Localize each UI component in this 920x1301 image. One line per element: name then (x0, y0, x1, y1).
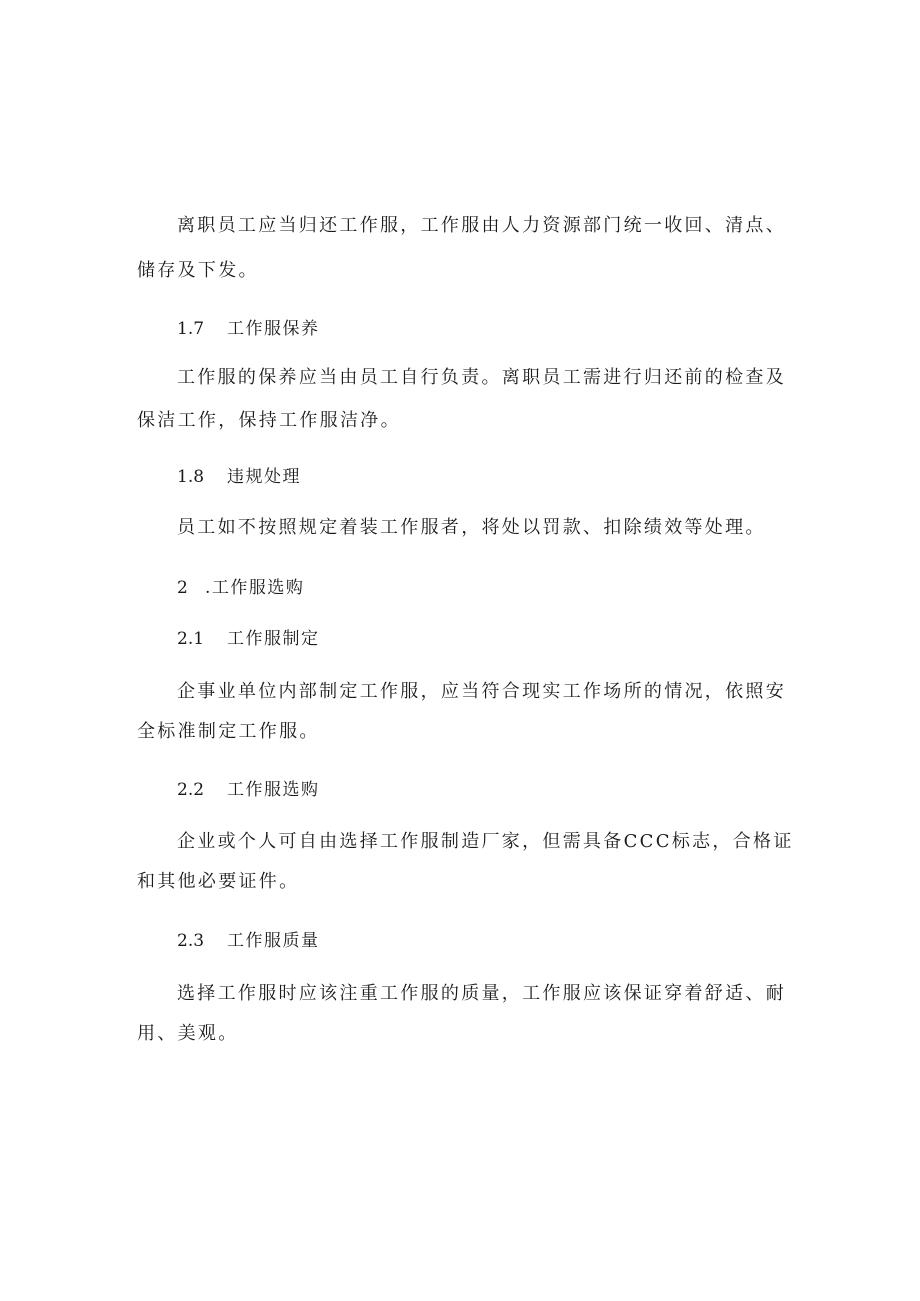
section-heading (177, 929, 320, 953)
section-heading (177, 465, 301, 489)
section-title: 工作服保养 (227, 319, 320, 339)
section-heading (177, 627, 320, 651)
section-heading (177, 778, 320, 802)
section-number: 2.3 (177, 931, 205, 951)
chapter-heading (177, 576, 304, 600)
section-title: 工作服选购 (227, 780, 320, 800)
chapter-title: .工作服选购 (205, 578, 305, 598)
chapter-number: 2 (177, 578, 188, 598)
paragraph-line: 企事业单位内部制定工作服，应当符合现实工作场所的情况，依照安 (177, 681, 786, 702)
paragraph-line: 企业或个人可自由选择工作服制造厂家，但需具备CCC标志，合格证 (177, 831, 794, 852)
paragraph-line: 工作服的保养应当由员工自行负责。离职员工需进行归还前的检查及 (177, 367, 786, 388)
section-number: 1.7 (177, 319, 205, 339)
paragraph-line: 全标准制定工作服。 (137, 721, 320, 742)
section-number: 1.8 (177, 467, 205, 487)
paragraph-line: 储存及下发。 (137, 260, 259, 281)
section-title: 工作服质量 (227, 931, 320, 951)
paragraph-line: 选择工作服时应该注重工作服的质量，工作服应该保证穿着舒适、耐 (177, 983, 786, 1004)
paragraph-line: 和其他必要证件。 (137, 871, 300, 892)
section-title: 工作服制定 (227, 629, 320, 649)
paragraph-line: 用、美观。 (137, 1023, 239, 1044)
section-number: 2.2 (177, 780, 205, 800)
paragraph-line: 离职员工应当归还工作服，工作服由人力资源部门统一收回、清点、 (177, 215, 786, 236)
section-number: 2.1 (177, 629, 205, 649)
paragraph-line: 保洁工作，保持工作服洁净。 (137, 410, 401, 431)
section-heading (177, 317, 320, 341)
paragraph-line: 员工如不按照规定着装工作服者，将处以罚款、扣除绩效等处理。 (177, 517, 766, 538)
section-title: 违规处理 (227, 467, 301, 487)
